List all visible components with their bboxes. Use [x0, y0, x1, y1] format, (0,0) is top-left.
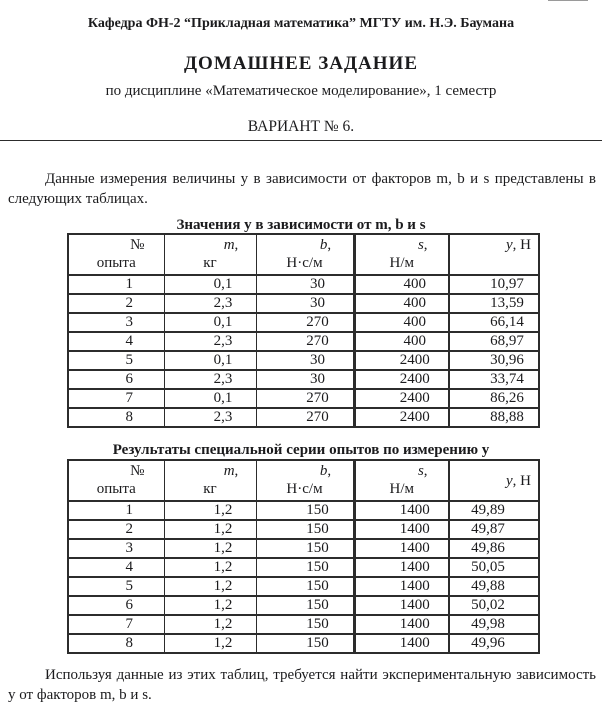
table-row: [68, 615, 539, 634]
table-cell: 49,88: [449, 577, 539, 596]
table-cell: 1,2: [164, 615, 256, 634]
table-cell: 33,74: [449, 370, 539, 389]
table-row: [68, 577, 539, 596]
table-row: [68, 596, 539, 615]
table-cell: 0,1: [164, 351, 256, 370]
table-row: [68, 408, 539, 427]
table-cell: 1400: [354, 596, 449, 615]
table-row: [68, 539, 539, 558]
col-header-mass: m, кг: [164, 460, 256, 501]
table-cell: 49,98: [449, 615, 539, 634]
table-cell: 7: [68, 389, 164, 408]
course-subtitle: по дисциплине «Математическое моделирование», 1 семестр: [105, 83, 497, 99]
table-cell: 3: [68, 313, 164, 332]
table-cell: 2400: [354, 389, 449, 408]
table-row: [68, 313, 539, 332]
table-cell: 4: [68, 558, 164, 577]
table-cell: 150: [256, 634, 354, 653]
table-cell: 0,1: [164, 389, 256, 408]
table-cell: 4: [68, 332, 164, 351]
table-cell: 400: [354, 313, 449, 332]
values-table-header: [68, 234, 539, 275]
values-table: [67, 233, 540, 428]
table-cell: 1,2: [164, 539, 256, 558]
table-cell: 270: [256, 408, 354, 427]
table-cell: 3: [68, 539, 164, 558]
col-header-damping: b, Н·с/м: [256, 234, 354, 275]
table-row: [68, 351, 539, 370]
col-header-experiment-no: № опыта: [68, 234, 164, 275]
table-cell: 150: [256, 520, 354, 539]
table-cell: 150: [256, 501, 354, 520]
table-row: [68, 294, 539, 313]
table-cell: 13,59: [449, 294, 539, 313]
table-row: [68, 275, 539, 294]
table-cell: 1400: [354, 539, 449, 558]
table-cell: 1400: [354, 577, 449, 596]
col-header-force: y, Н: [449, 234, 539, 275]
table-cell: 150: [256, 558, 354, 577]
table-cell: 270: [256, 332, 354, 351]
table-cell: 400: [354, 294, 449, 313]
special-series-table-body: [68, 501, 539, 653]
department-line: Кафедра ФН-2 “Прикладная математика” МГТУ им. Н.Э. Баумана: [87, 16, 515, 31]
table-cell: 30: [256, 370, 354, 389]
table-cell: 1400: [354, 501, 449, 520]
table-row: [68, 332, 539, 351]
table-cell: 2,3: [164, 408, 256, 427]
divider-rule: [0, 140, 602, 141]
header-row: [68, 460, 539, 501]
table-cell: 1400: [354, 558, 449, 577]
table-cell: 400: [354, 332, 449, 351]
table-cell: 1,2: [164, 596, 256, 615]
table-cell: 49,96: [449, 634, 539, 653]
table-cell: 2400: [354, 370, 449, 389]
table2-title: Результаты специальной серии опытов по измерению y: [112, 442, 490, 458]
table-row: [68, 389, 539, 408]
table-cell: 30,96: [449, 351, 539, 370]
table-cell: 1400: [354, 634, 449, 653]
col-header-damping: b, Н·с/м: [256, 460, 354, 501]
table-cell: 1,2: [164, 634, 256, 653]
table-cell: 2: [68, 520, 164, 539]
table-cell: 68,97: [449, 332, 539, 351]
table-cell: 270: [256, 313, 354, 332]
table-cell: 1: [68, 501, 164, 520]
col-header-stiffness: s, Н/м: [354, 460, 449, 501]
table-cell: 49,87: [449, 520, 539, 539]
table-cell: 150: [256, 596, 354, 615]
table-row: [68, 558, 539, 577]
table-row: [68, 501, 539, 520]
table-cell: 0,1: [164, 275, 256, 294]
table-cell: 7: [68, 615, 164, 634]
table-cell: 2,3: [164, 370, 256, 389]
table-cell: 1,2: [164, 520, 256, 539]
table-cell: 1,2: [164, 501, 256, 520]
table-row: [68, 634, 539, 653]
special-series-table-header: [68, 460, 539, 501]
table-cell: 86,26: [449, 389, 539, 408]
table-cell: 30: [256, 351, 354, 370]
table-cell: 270: [256, 389, 354, 408]
header-row: [68, 234, 539, 275]
table-cell: 2,3: [164, 332, 256, 351]
table-cell: 0,1: [164, 313, 256, 332]
table-cell: 2,3: [164, 294, 256, 313]
table-cell: 1,2: [164, 577, 256, 596]
table-row: [68, 370, 539, 389]
intro-paragraph: Данные измерения величины y в зависимости от факторов m, b и s представлены в следующих таблицах.: [8, 171, 596, 207]
table-cell: 1,2: [164, 558, 256, 577]
table-cell: 150: [256, 577, 354, 596]
special-series-table: [67, 459, 540, 654]
table-cell: 88,88: [449, 408, 539, 427]
table-cell: 150: [256, 539, 354, 558]
col-header-experiment-no: № опыта: [68, 460, 164, 501]
col-header-mass: m, кг: [164, 234, 256, 275]
page-edge-mark: [548, 0, 588, 1]
table-cell: 49,89: [449, 501, 539, 520]
table-cell: 6: [68, 596, 164, 615]
table-cell: 50,02: [449, 596, 539, 615]
table-cell: 5: [68, 577, 164, 596]
table-cell: 66,14: [449, 313, 539, 332]
table-row: [68, 520, 539, 539]
table-cell: 49,86: [449, 539, 539, 558]
closing-paragraph: Используя данные из этих таблиц, требуется найти экспериментальную зависимость y от факторов m, b и s.: [8, 667, 596, 703]
table-cell: 1400: [354, 520, 449, 539]
table-cell: 2400: [354, 408, 449, 427]
col-header-stiffness: s, Н/м: [354, 234, 449, 275]
table-cell: 1: [68, 275, 164, 294]
homework-title: ДОМАШНЕЕ ЗАДАНИЕ: [183, 53, 419, 74]
table-cell: 30: [256, 294, 354, 313]
values-table-body: [68, 275, 539, 427]
table-cell: 30: [256, 275, 354, 294]
table-cell: 8: [68, 408, 164, 427]
table-cell: 5: [68, 351, 164, 370]
table-cell: 50,05: [449, 558, 539, 577]
table-cell: 400: [354, 275, 449, 294]
table-cell: 10,97: [449, 275, 539, 294]
table-cell: 2: [68, 294, 164, 313]
table1-title: Значения y в зависимости от m, b и s: [176, 217, 426, 233]
variant-line: ВАРИАНТ № 6.: [247, 118, 355, 135]
table-cell: 8: [68, 634, 164, 653]
table-cell: 1400: [354, 615, 449, 634]
col-header-force: y, Н: [449, 460, 539, 501]
table-cell: 6: [68, 370, 164, 389]
table-cell: 2400: [354, 351, 449, 370]
table-cell: 150: [256, 615, 354, 634]
